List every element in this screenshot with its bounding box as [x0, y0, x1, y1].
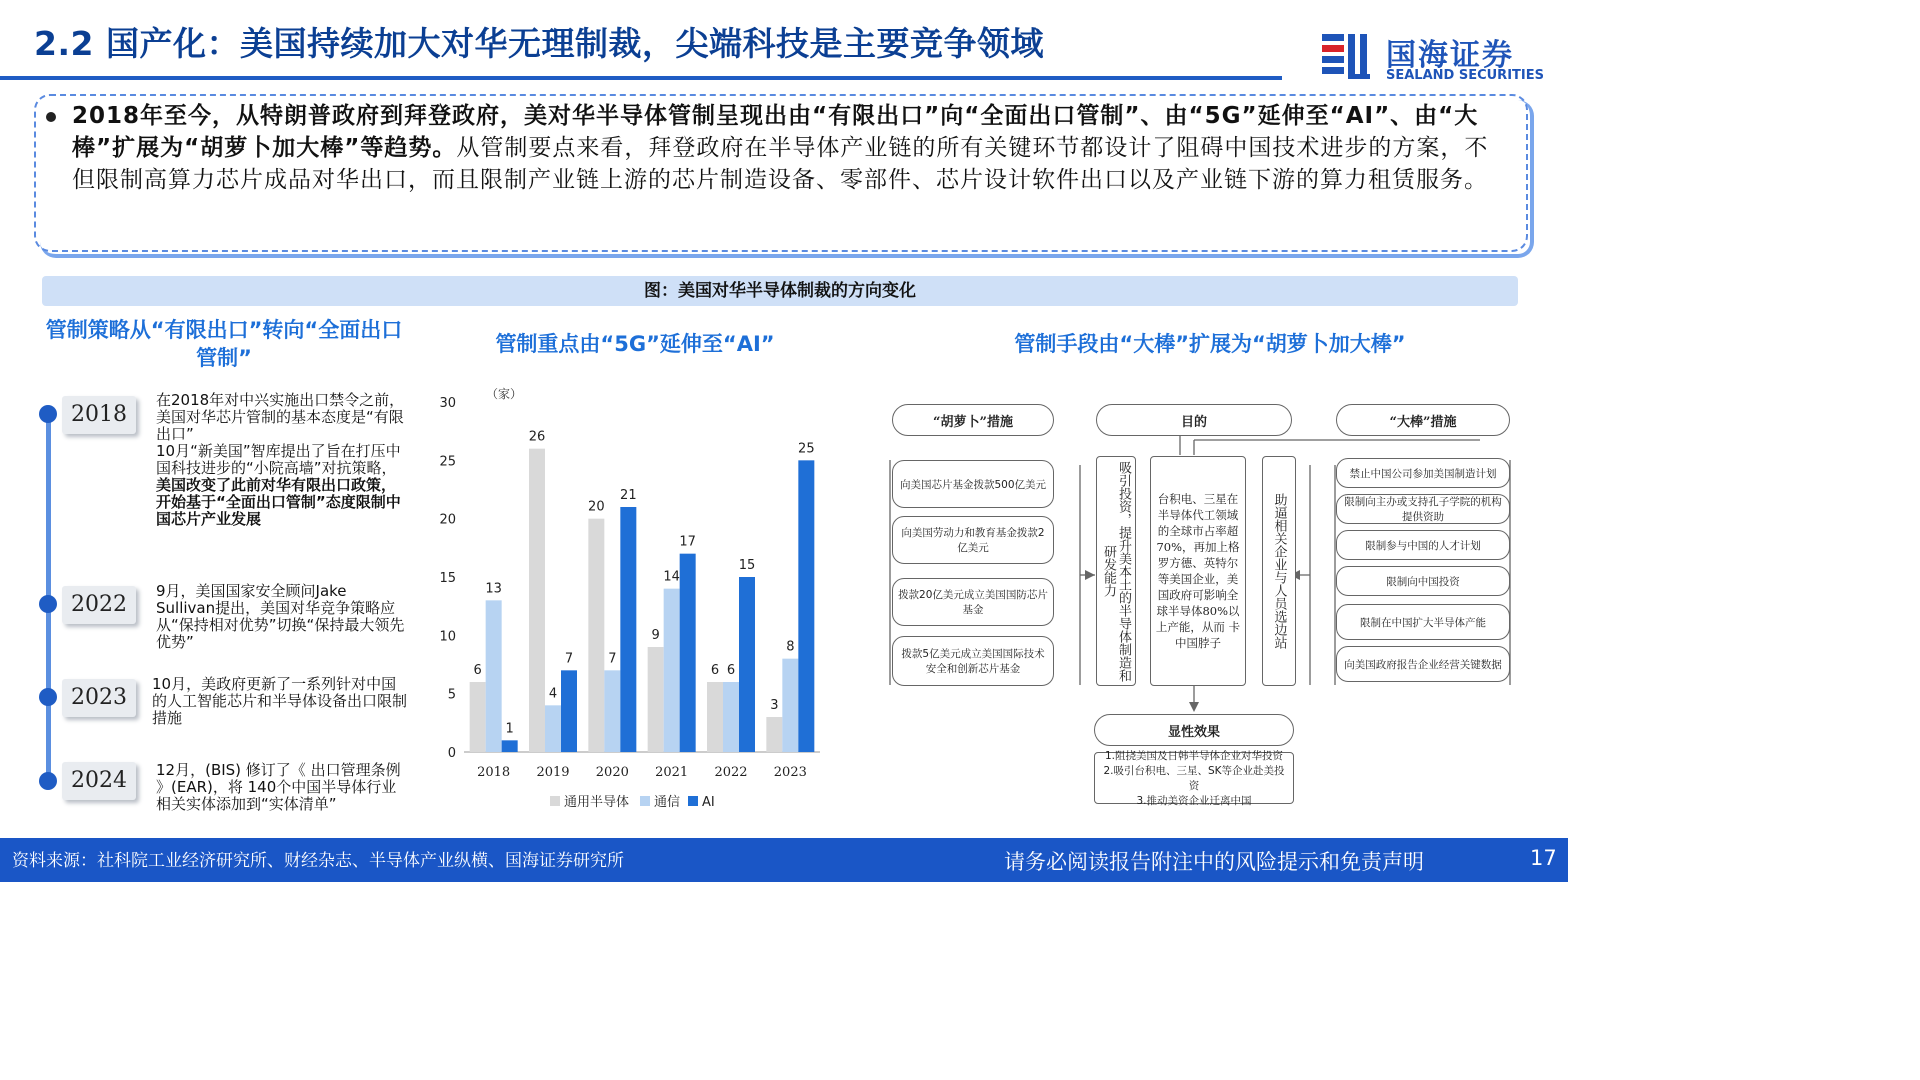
stick-item: 限制向中国投资 [1336, 566, 1510, 596]
bullet-icon [46, 112, 56, 122]
timeline-dot [39, 772, 57, 790]
legend-swatch [550, 796, 560, 806]
timeline-text-2018 [156, 392, 410, 528]
bar-通信 [604, 670, 620, 752]
timeline-text-2018-bold: 美国改变了此前对华有限出口政策，开始基于“全面出口管制”态度限制中国芯片产业发展 [156, 476, 401, 528]
data-label: 4 [548, 686, 558, 702]
x-tick-label: 2020 [595, 765, 629, 780]
data-label: 15 [738, 558, 756, 573]
data-label: 14 [663, 569, 680, 585]
stick-item: 向美国政府报告企业经营关键数据 [1336, 646, 1510, 682]
goal-header: 目的 [1096, 404, 1292, 436]
middle-heading: 管制重点由“5G”延伸至“AI” [495, 332, 775, 356]
stick-item: 限制在中国扩大半导体产能 [1336, 604, 1510, 640]
x-tick-label: 2021 [655, 765, 689, 780]
stick-item: 限制参与中国的人才计划 [1336, 530, 1510, 560]
title-rule [0, 76, 1282, 80]
intro-bold: 2018年至今，从特朗普政府到拜登政府，美对华半导体管制呈现出由“有限出口”向“全面出口管制”、由“5G”延伸至“AI”、由“大棒”扩展为“胡萝卜加大棒”等趋势。 [72, 103, 1479, 161]
x-tick-label: 2023 [773, 765, 807, 780]
bar-通信 [486, 600, 502, 752]
bar-AI [680, 554, 696, 752]
data-label: 6 [726, 663, 736, 678]
carrot-header: “胡萝卜”措施 [892, 404, 1054, 436]
timeline-dot [39, 688, 57, 706]
timeline-text-2023: 10月，美政府更新了一系列针对中国的人工智能芯片和半导体设备出口限制措施 [152, 675, 408, 727]
x-tick-label: 2019 [536, 765, 570, 780]
stick-header: “大棒”措施 [1336, 404, 1510, 436]
bar-AI [739, 577, 755, 752]
page-title: 2.2 国产化：美国持续加大对华无理制裁，尖端科技是主要竞争领域 [34, 24, 1044, 63]
y-tick-label: 0 [447, 746, 456, 761]
y-tick-label: 5 [447, 687, 456, 703]
effect-item: 1.阻挠美国及日韩半导体企业对华投资 [1104, 750, 1284, 762]
figure-title: 图：美国对华半导体制裁的方向变化 [644, 281, 916, 301]
x-tick-label: 2018 [477, 765, 511, 780]
carrot-item: 拨款20亿美元成立美国国防芯片基金 [892, 578, 1054, 626]
y-tick-label: 15 [439, 571, 456, 586]
goal-right-box [1262, 456, 1296, 686]
data-label: 25 [798, 441, 815, 457]
goal-left-text: 吸引投资，提升美本土的半导体制造和研发能力 [1101, 460, 1131, 682]
bar-通用半导体 [588, 519, 604, 752]
data-label: 6 [710, 663, 720, 678]
bar-通信 [545, 705, 561, 752]
data-label: 20 [588, 499, 605, 515]
y-tick-label: 25 [439, 454, 456, 470]
timeline-text-2022: 9月，美国国家安全顾问Jake Sullivan提出，美国对华竞争策略应从“保持相对优势”切换“保持最大领先优势” [156, 582, 405, 651]
stick-item: 禁止中国公司参加美国制造计划 [1336, 458, 1510, 488]
timeline-text-2024: 12月，(BIS) 修订了《 出口管理条例 》(EAR)，将 140个中国半导体行业相关实体添加到“实体清单” [156, 761, 401, 813]
effect-header: 显性效果 [1094, 714, 1294, 746]
left-heading: 管制策略从“有限出口”转向“全面出口管制” [45, 318, 403, 370]
footer-disclaimer: 请务必阅读报告附注中的风险提示和免责声明 [1004, 850, 1424, 874]
y-tick-label: 30 [439, 396, 456, 411]
bar-AI [561, 670, 577, 752]
x-tick-label: 2022 [714, 765, 748, 780]
bar-AI [502, 740, 518, 752]
goal-right-text: 助逼相关企业与人员选边站 [1271, 493, 1287, 649]
data-label: 26 [528, 429, 546, 445]
legend-swatch [640, 796, 650, 806]
data-label: 13 [485, 581, 502, 597]
page-number: 17 [1530, 846, 1557, 870]
logo-text-cn: 国海证券 [1386, 38, 1514, 73]
stick-item: 限制向主办或支持孔子学院的机构提供资助 [1336, 494, 1510, 524]
bar-通用半导体 [766, 717, 782, 752]
bar-通信 [723, 682, 739, 752]
y-unit-label: （家） [486, 387, 523, 401]
effect-box [1094, 750, 1294, 807]
bar-通用半导体 [707, 682, 723, 752]
year-badge-2024: 2024 [62, 762, 136, 800]
effect-item: 2.吸引台积电、三星、SK等企业赴美投资 [1103, 765, 1285, 792]
intro-paragraph [72, 100, 1512, 196]
sealand-logo-icon [1318, 30, 1374, 82]
year-badge-2018: 2018 [62, 396, 136, 434]
year-badge-2023: 2023 [62, 679, 136, 717]
timeline-text-2018-b: 10月“新美国”智库提出了旨在打压中国科技进步的“小院高墙”对抗策略， [156, 442, 401, 477]
data-label: 3 [770, 698, 779, 713]
bar-通用半导体 [529, 449, 545, 752]
data-label: 1 [505, 721, 514, 737]
data-label: 7 [608, 651, 617, 667]
legend-label: 通信 [654, 795, 681, 810]
effect-item: 3.推动美资企业迁离中国 [1136, 795, 1252, 807]
data-label: 9 [651, 628, 660, 643]
bar-chart [420, 382, 830, 814]
bar-通信 [782, 659, 798, 752]
bar-通用半导体 [470, 682, 486, 752]
legend-label: 通用半导体 [564, 795, 630, 810]
data-label: 8 [786, 639, 795, 655]
goal-left-box [1096, 456, 1136, 686]
timeline-text-2018-a: 在2018年对中兴实施出口禁令之前，美国对华芯片管制的基本态度是“有限出口” [156, 391, 405, 443]
footer-source: 资料来源：社科院工业经济研究所、财经杂志、半导体产业纵横、国海证券研究所 [12, 851, 624, 871]
timeline-dot [39, 405, 57, 423]
legend-swatch [688, 796, 698, 806]
bar-AI [620, 507, 636, 752]
bar-通用半导体 [648, 647, 664, 752]
timeline-dot [39, 595, 57, 613]
data-label: 6 [473, 663, 482, 678]
intro-rest: 从管制要点来看，拜登政府在半导体产业链的所有关键环节都设计了阻碍中国技术进步的方案，不但限制高算力芯片成品对华出口，而且限制产业链上游的芯片制造设备、零部件、芯片设计软件出口以及产业链下游的算力租赁服务。 [72, 135, 1489, 193]
bar-通信 [664, 589, 680, 752]
carrot-item: 向美国劳动力和教育基金拨款2亿美元 [892, 516, 1054, 564]
bar-AI [798, 460, 814, 752]
legend-label: AI [702, 795, 715, 810]
data-label: 7 [564, 651, 574, 667]
y-tick-label: 10 [439, 629, 456, 645]
y-tick-label: 20 [439, 512, 456, 528]
data-label: 17 [679, 534, 696, 550]
right-heading: 管制手段由“大棒”扩展为“胡萝卜加大棒” [1014, 332, 1406, 356]
year-badge-2022: 2022 [62, 586, 136, 624]
goal-center-box: 台积电、三星在半导体代工领域的全球市占率超70%，再加上格罗方德、英特尔等美国企业，美国政府可影响全球半导体80%以上产能，从而 卡中国脖子 [1150, 456, 1246, 686]
carrot-item: 向美国芯片基金拨款500亿美元 [892, 460, 1054, 508]
carrot-item: 拨款5亿美元成立美国国际技术安全和创新芯片基金 [892, 636, 1054, 686]
logo-text-en: SEALAND SECURITIES [1386, 68, 1544, 83]
data-label: 21 [620, 488, 637, 503]
